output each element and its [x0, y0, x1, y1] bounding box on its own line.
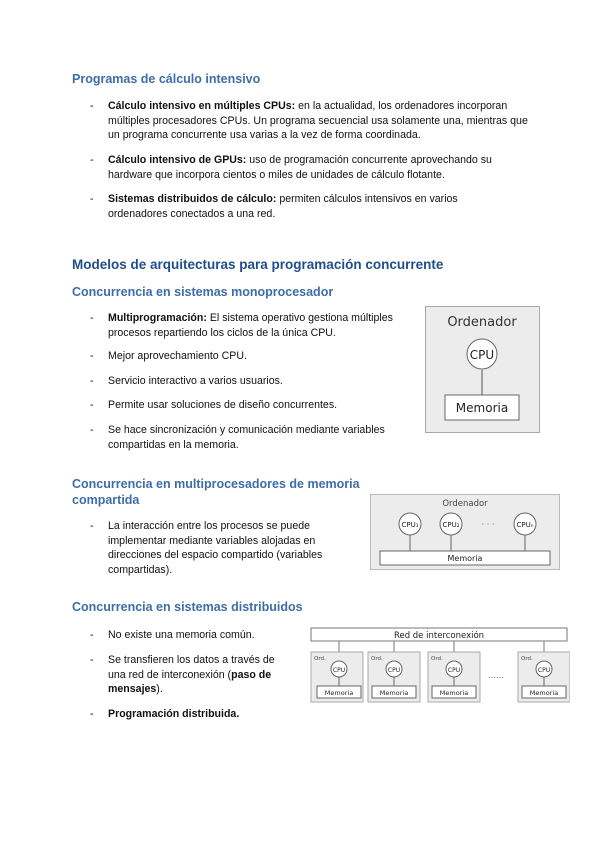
ellipsis: ...... — [488, 671, 504, 680]
multiprocessor-diagram — [370, 494, 560, 570]
memory-label: Memoria — [455, 401, 509, 415]
section-heading-models: Modelos de arquitecturas para programación concurrente — [72, 257, 444, 272]
list-item — [90, 398, 408, 413]
ellipsis: · · · — [481, 520, 495, 529]
network-label: Red de interconexión — [393, 631, 485, 641]
bullet-dash: - — [90, 708, 94, 720]
memory-label: Memoria — [379, 689, 409, 697]
list-item — [90, 192, 508, 221]
bullet-dash: - — [90, 520, 94, 532]
list-item — [90, 423, 408, 452]
memory-label: Memoria — [324, 689, 354, 697]
list-item — [90, 707, 298, 722]
item-text: Se transfieren los datos a través de una red de interconexión ( — [108, 654, 275, 681]
memory-label: Memoria — [447, 554, 483, 563]
item-text: La interacción entre los procesos se puede implementar mediante variables alojadas en direcciones del espacio compartido (variables compartidas). — [108, 520, 323, 576]
bullet-dash: - — [90, 399, 94, 411]
cpu-label: CPU — [537, 667, 551, 674]
item-text: Se hace sincronización y comunicación mediante variables compartidas en la memoria. — [108, 424, 385, 451]
item-text: uso de programación concurrente aprovechando su hardware que incorpora cientos o miles de unidades de cálculo flotante. — [108, 154, 492, 181]
cpu-label: CPUₙ — [516, 521, 534, 529]
node-label: Ord. — [431, 656, 443, 662]
list-item — [90, 519, 358, 577]
bullet-dash: - — [90, 629, 94, 641]
item-text: Permite usar soluciones de diseño concurrentes. — [108, 399, 338, 411]
section-heading-multi — [72, 476, 360, 508]
cpu-label: CPU₂ — [442, 521, 460, 529]
cpu-label: CPU — [469, 348, 495, 362]
list-item — [90, 99, 538, 143]
diagram-title: Ordenador — [447, 315, 517, 330]
list-item — [90, 628, 298, 643]
item-term: Cálculo intensivo en múltiples CPUs: — [108, 100, 296, 112]
list-item — [90, 153, 528, 182]
section-heading-intensive: Programas de cálculo intensivo — [72, 72, 261, 86]
item-text: Servicio interactivo a varios usuarios. — [108, 375, 283, 387]
heading-line: Concurrencia en multiprocesadores de memoria — [72, 477, 360, 491]
bullet-dash: - — [90, 154, 94, 166]
item-term: Programación distribuida. — [108, 708, 240, 720]
item-text: Mejor aprovechamiento CPU. — [108, 350, 247, 362]
item-term: Cálculo intensivo de GPUs: — [108, 154, 247, 166]
item-term: Sistemas distribuidos de cálculo: — [108, 193, 277, 205]
list-item — [90, 349, 408, 364]
node-label: Ord. — [371, 656, 383, 662]
monoprocessor-diagram — [425, 306, 540, 433]
item-term: paso de mensajes — [108, 668, 272, 695]
section-heading-dist: Concurrencia en sistemas distribuidos — [72, 600, 303, 614]
item-text: en la actualidad, los ordenadores incorporan múltiples procesadores CPUs. Un programa secuencial usa solamente una, mientras que un programa concurrente usa varias a la vez de forma coordinada. — [108, 100, 528, 141]
bullet-dash: - — [90, 375, 94, 387]
node-label: Ord. — [314, 656, 326, 662]
list-item — [90, 311, 413, 340]
cpu-label: CPU₁ — [401, 521, 419, 529]
bullet-dash: - — [90, 193, 94, 205]
memory-label: Memoria — [439, 689, 469, 697]
bullet-dash: - — [90, 654, 94, 666]
diagram-title: Ordenador — [442, 499, 488, 509]
distributed-diagram — [308, 626, 570, 706]
section-heading-mono: Concurrencia en sistemas monoprocesador — [72, 285, 334, 299]
memory-label: Memoria — [529, 689, 559, 697]
bullet-dash: - — [90, 424, 94, 436]
list-item — [90, 374, 408, 389]
cpu-label: CPU — [387, 667, 401, 674]
bullet-dash: - — [90, 100, 94, 112]
item-text: permiten cálculos intensivos en varios ordenadores conectados a una red. — [108, 193, 458, 220]
item-term: Multiprogramación: — [108, 312, 207, 324]
item-text-tail: ). — [156, 683, 163, 695]
cpu-label: CPU — [447, 667, 461, 674]
bullet-dash: - — [90, 312, 94, 324]
node-label: Ord. — [521, 656, 533, 662]
item-text: No existe una memoria común. — [108, 629, 255, 641]
list-item — [90, 653, 293, 697]
item-text: El sistema operativo gestiona múltiples procesos repartiendo los ciclos de la única CPU. — [108, 312, 393, 339]
bullet-dash: - — [90, 350, 94, 362]
cpu-label: CPU — [332, 667, 346, 674]
heading-line: compartida — [72, 493, 140, 507]
